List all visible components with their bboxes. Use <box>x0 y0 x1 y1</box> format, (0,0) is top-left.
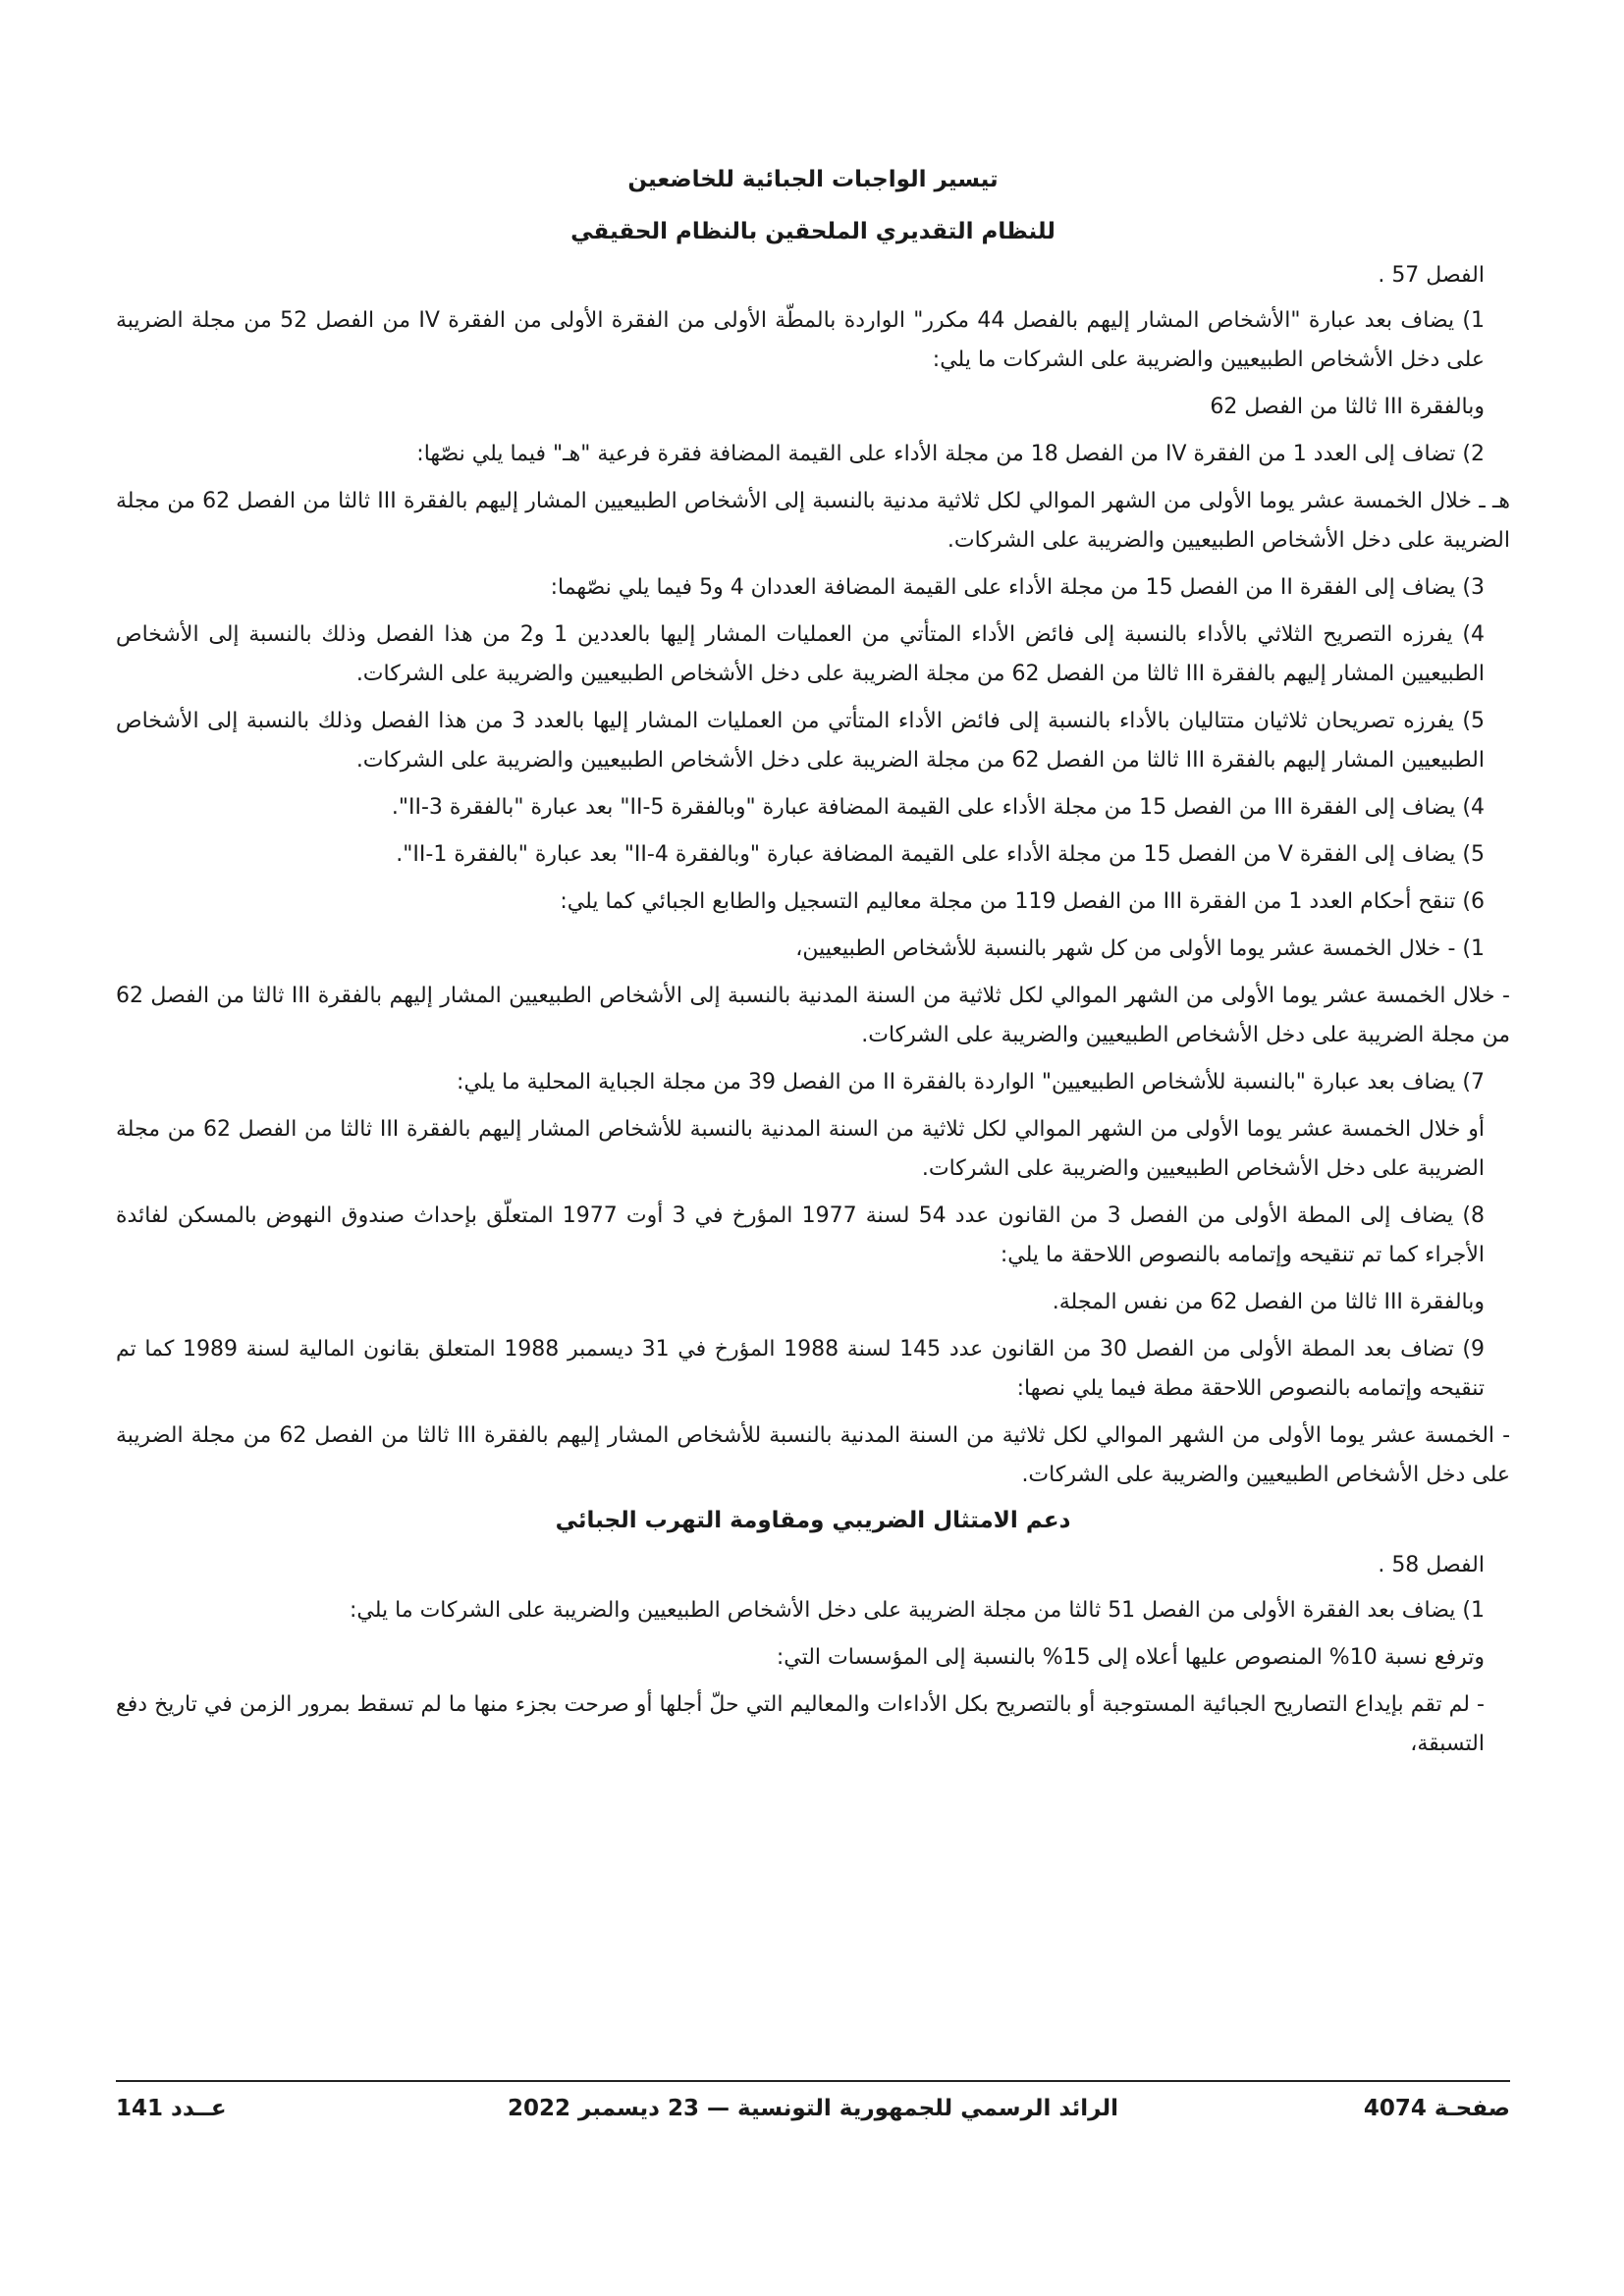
paragraph: هـ ـ خلال الخمسة عشر يوما الأولى من الشهر الموالي لكل ثلاثية مدنية بالنسبة إلى الأشخاص الطبيعيين المشار إليهم بالفقرة III ثالثا من الفصل 62 من مجلة الضريبة على دخل الأشخاص الطبيعيين والضريبة على الشركات. <box>116 489 1510 553</box>
paragraph: - الخمسة عشر يوما الأولى من الشهر الموالي لكل ثلاثية من السنة المدنية بالنسبة للأشخاص المشار إليهم بالفقرة III ثالثا من الفصل 62 من مجلة الضريبة على دخل الأشخاص الطبيعيين والضريبة على الشركات. <box>116 1423 1510 1487</box>
page-footer <box>116 2096 1510 2135</box>
paragraph: 6) تنقح أحكام العدد 1 من الفقرة III من الفصل 119 من مجلة معاليم التسجيل والطابع الجبائي كما يلي: <box>560 889 1485 914</box>
paragraph: 1) - خلال الخمسة عشر يوما الأولى من كل شهر بالنسبة للأشخاص الطبيعيين، <box>795 936 1485 961</box>
title-line-1: تيسير الواجبات الجبائية للخاضعين <box>627 167 999 192</box>
paragraph: 3) يضاف إلى الفقرة II من الفصل 15 من مجلة الأداء على القيمة المضافة العددان 4 و5 فيما يلي نصّهما: <box>550 575 1485 600</box>
page-number: صفحـة 4074 <box>1363 2096 1510 2121</box>
paragraph: 8) يضاف إلى المطة الأولى من الفصل 3 من القانون عدد 54 لسنة 1977 المؤرخ في 3 أوت 1977 المتعلّق بإحداث صندوق النهوض بالمسكن لفائدة الأجراء كما تم تنقيحه وإتمامه بالنصوص اللاحقة ما يلي: <box>116 1203 1486 1267</box>
paragraph: وبالفقرة III ثالثا من الفصل 62 من نفس المجلة. <box>1052 1290 1485 1314</box>
title-line-2: للنظام التقديري الملحقين بالنظام الحقيقي <box>570 219 1056 244</box>
paragraph: - لم تقم بإيداع التصاريح الجبائية المستوجبة أو بالتصريح بكل الأداءات والمعاليم التي حلّ أجلها أو صرحت بجزء منها ما لم تسقط بمرور الزمن في تاريخ دفع التسبقة، <box>116 1692 1485 1756</box>
paragraph: وترفع نسبة 10% المنصوص عليها أعلاه إلى 15% بالنسبة إلى المؤسسات التي: <box>776 1645 1485 1670</box>
paragraph: 1) يضاف بعد الفقرة الأولى من الفصل 51 ثالثا من مجلة الضريبة على دخل الأشخاص الطبيعيين والضريبة على الشركات ما يلي: <box>349 1598 1485 1623</box>
paragraph: 4) يفرزه التصريح الثلاثي بالأداء بالنسبة إلى فائض الأداء المتأتي من العمليات المشار إليها بالعددين 1 و2 من هذا الفصل وذلك بالنسبة إلى الأشخاص الطبيعيين المشار إليهم بالفقرة III ثالثا من الفصل 62 من مجلة الضريبة على دخل الأشخاص الطبيعيين والضريبة على الشركات. <box>116 622 1486 686</box>
document-page <box>116 157 1510 2140</box>
issue-number: عــدد 141 <box>116 2096 227 2121</box>
paragraph: 1) يضاف بعد عبارة "الأشخاص المشار إليهم بالفصل 44 مكرر" الواردة بالمطّة الأولى من الفقرة الأولى من الفقرة IV من الفصل 52 من مجلة الضريبة على دخل الأشخاص الطبيعيين والضريبة على الشركات ما يلي: <box>116 308 1486 372</box>
paragraph: أو خلال الخمسة عشر يوما الأولى من الشهر الموالي لكل ثلاثية من السنة المدنية بالنسبة للأشخاص المشار إليهم بالفقرة III ثالثا من الفصل 62 من مجلة الضريبة على دخل الأشخاص الطبيعيين والضريبة على الشركات. <box>116 1117 1485 1181</box>
paragraph: 4) يضاف إلى الفقرة III من الفصل 15 من مجلة الأداء على القيمة المضافة عبارة "وبالفقرة II-5" بعد عبارة "بالفقرة II-3". <box>391 795 1485 820</box>
paragraph: وبالفقرة III ثالثا من الفصل 62 <box>1210 395 1485 419</box>
footer-divider <box>116 2080 1510 2082</box>
paragraph: 9) تضاف بعد المطة الأولى من الفصل 30 من القانون عدد 145 لسنة 1988 المؤرخ في 31 ديسمبر 1988 المتعلق بقانون المالية لسنة 1989 كما تم تنقيحه وإتمامه بالنصوص اللاحقة مطة فيما يلي نصها: <box>116 1337 1486 1401</box>
journal-title: الرائد الرسمي للجمهورية التونسية — 23 ديسمبر 2022 <box>508 2096 1118 2121</box>
paragraph: 5) يفرزه تصريحان ثلاثيان متتاليان بالأداء بالنسبة إلى فائض الأداء المتأتي من العمليات المشار إليها بالعدد 3 من هذا الفصل وذلك بالنسبة إلى الأشخاص الطبيعيين المشار إليهم بالفقرة III ثالثا من الفصل 62 من مجلة الضريبة على دخل الأشخاص الطبيعيين والضريبة على الشركات. <box>116 709 1485 773</box>
paragraph: - خلال الخمسة عشر يوما الأولى من الشهر الموالي لكل ثلاثية من السنة المدنية بالنسبة إلى الأشخاص الطبيعيين المشار إليهم بالفقرة III ثالثا من الفصل 62 من مجلة الضريبة على دخل الأشخاص الطبيعيين والضريبة على الشركات. <box>116 984 1510 1047</box>
section-heading: دعم الامتثال الضريبي ومقاومة التهرب الجبائي <box>555 1508 1071 1533</box>
paragraph: 5) يضاف إلى الفقرة V من الفصل 15 من مجلة الأداء على القيمة المضافة عبارة "وبالفقرة II-4" بعد عبارة "بالفقرة II-1". <box>396 842 1485 867</box>
paragraph: 2) تضاف إلى العدد 1 من الفقرة IV من الفصل 18 من مجلة الأداء على القيمة المضافة فقرة فرعية "هـ" فيما يلي نصّها: <box>416 442 1485 466</box>
paragraph: 7) يضاف بعد عبارة "بالنسبة للأشخاص الطبيعيين" الواردة بالفقرة II من الفصل 39 من مجلة الجباية المحلية ما يلي: <box>457 1070 1485 1095</box>
article-58-label: الفصل 58 . <box>1378 1553 1485 1577</box>
article-57-label: الفصل 57 . <box>1378 263 1485 288</box>
